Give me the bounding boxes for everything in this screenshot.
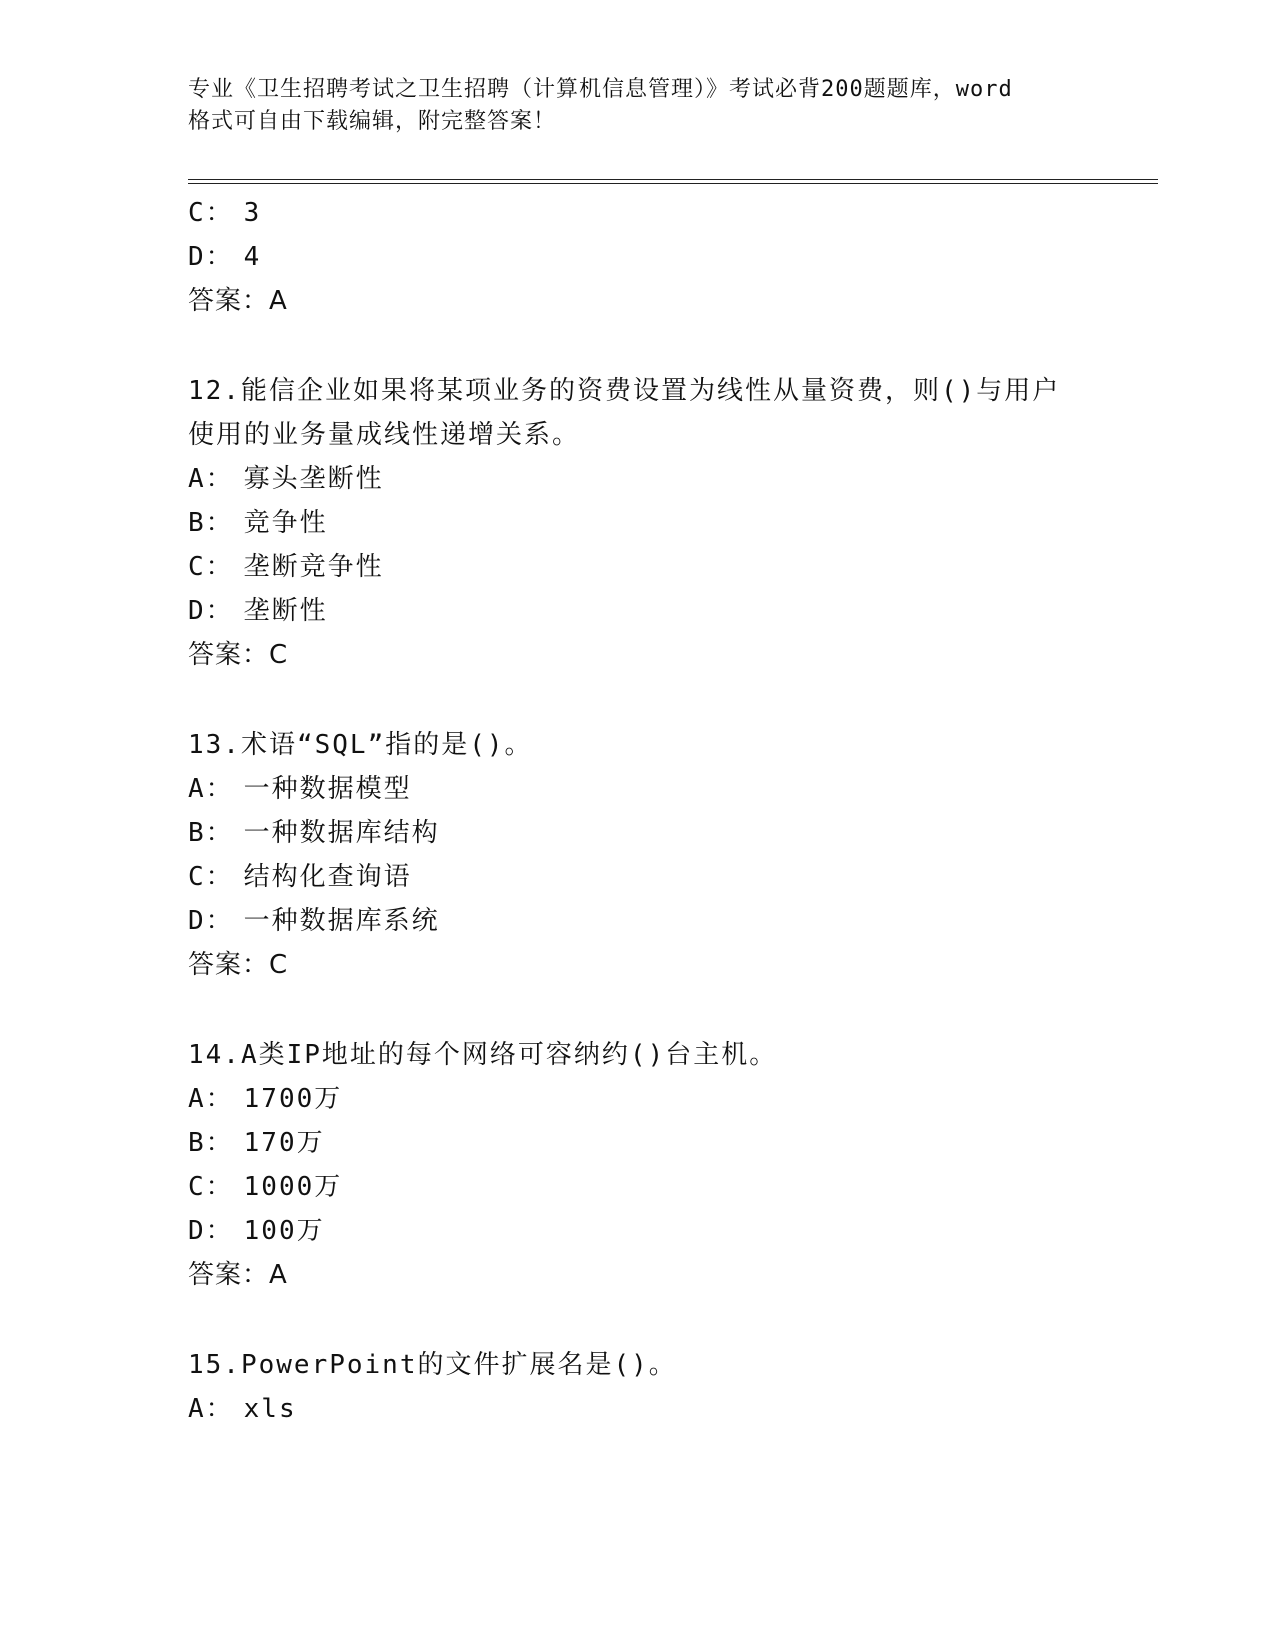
q14-option-a: A： 1700万 [188, 1084, 343, 1114]
q13-answer: 答案：C [188, 950, 289, 980]
q12-option-a: A： 寡头垄断性 [188, 464, 384, 494]
q13-stem: 13.术语“SQL”指的是()。 [188, 730, 533, 760]
q12-option-c: C： 垄断竞争性 [188, 552, 384, 582]
q11-answer: 答案：A [188, 286, 288, 316]
q12-option-b: B： 竞争性 [188, 508, 328, 538]
header-line-1: 专业《卫生招聘考试之卫生招聘（计算机信息管理）》考试必背200题题库，word [188, 77, 1013, 102]
q13-option-d: D： 一种数据库系统 [188, 906, 440, 936]
q14-stem: 14.A类IP地址的每个网络可容纳约()台主机。 [188, 1040, 778, 1070]
header-divider-top [188, 179, 1158, 180]
q12-stem-line-2: 使用的业务量成线性递增关系。 [188, 420, 581, 450]
q12-stem-line-1: 12.能信企业如果将某项业务的资费设置为线性从量资费，则()与用户 [188, 376, 1061, 406]
header-divider-bottom [188, 183, 1158, 184]
q13-option-a: A： 一种数据模型 [188, 774, 412, 804]
q12-option-d: D： 垄断性 [188, 596, 328, 626]
q14-option-b: B： 170万 [188, 1128, 325, 1158]
q11-option-c: C： 3 [188, 198, 262, 228]
q13-option-b: B： 一种数据库结构 [188, 818, 440, 848]
q13-option-c: C： 结构化查询语 [188, 862, 412, 892]
document-header [188, 74, 1088, 138]
q15-stem: 15.PowerPoint的文件扩展名是()。 [188, 1350, 677, 1380]
header-line-2: 格式可自由下载编辑，附完整答案！ [188, 109, 557, 134]
q14-option-c: C： 1000万 [188, 1172, 343, 1202]
q12-answer: 答案：C [188, 640, 289, 670]
q15-option-a: A： xls [188, 1394, 297, 1424]
q14-option-d: D： 100万 [188, 1216, 325, 1246]
q14-answer: 答案：A [188, 1260, 288, 1290]
q11-option-d: D： 4 [188, 242, 262, 272]
